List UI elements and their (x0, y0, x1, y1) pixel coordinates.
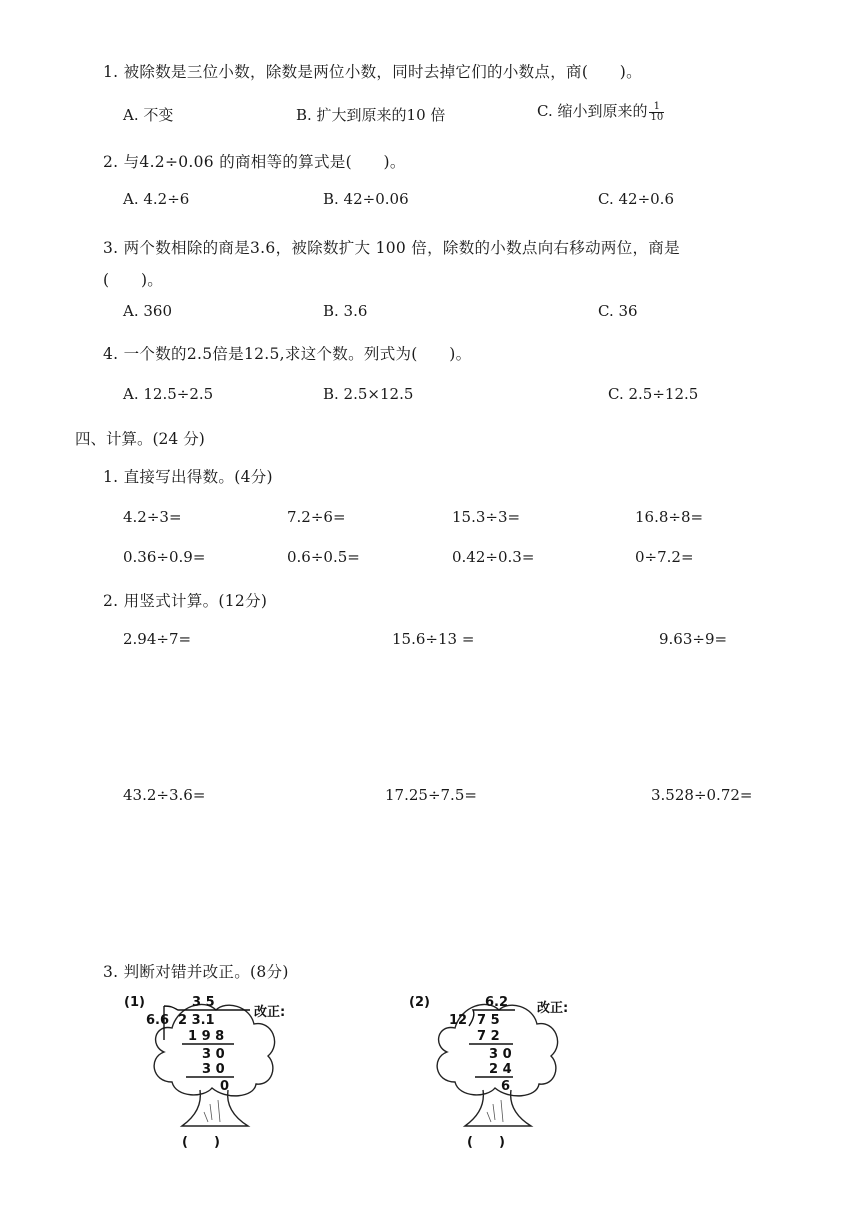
tree-2-step-4: 6 (501, 1079, 511, 1094)
vertical-calc-1: 2.94÷7= (123, 630, 192, 648)
question-1-text: 1. 被除数是三位小数，除数是两位小数，同时去掉它们的小数点，商( )。 (103, 63, 642, 81)
fraction-one-tenth (649, 102, 664, 123)
tree-1-label: (1) (124, 995, 145, 1010)
tree-2-answer-paren: ( ) (467, 1135, 505, 1150)
question-1-option-a: A. 不变 (123, 106, 174, 124)
tree-2-quotient: 6.2 (485, 995, 509, 1010)
question-1-option-c (537, 100, 664, 123)
question-2-text: 2. 与4.2÷0.06 的商相等的算式是( )。 (103, 153, 406, 171)
question-4-option-c: C. 2.5÷12.5 (608, 385, 699, 403)
tree-1-step-1: 1 9 8 (188, 1029, 225, 1044)
vertical-calc-2: 15.6÷13 = (392, 630, 475, 648)
question-3-option-b: B. 3.6 (323, 302, 368, 320)
oral-calc-1: 4.2÷3= (123, 508, 182, 526)
tree-1-step-2: 3 0 (202, 1047, 225, 1062)
tree-2-label: (2) (409, 995, 430, 1010)
oral-calc-4: 16.8÷8= (635, 508, 704, 526)
oral-calc-3: 15.3÷3= (452, 508, 521, 526)
fraction-numerator: 1 (649, 102, 664, 113)
vertical-calc-6: 3.528÷0.72= (651, 786, 753, 804)
question-3-text-line1: 3. 两个数相除的商是3.6，被除数扩大 100 倍，除数的小数点向右移动两位，商是 (103, 239, 680, 257)
tree-1-correct-label: 改正: (254, 1005, 286, 1020)
oral-calc-2: 7.2÷6= (287, 508, 346, 526)
tree-judgement-1 (120, 988, 320, 1153)
question-2-option-a: A. 4.2÷6 (123, 190, 190, 208)
oral-calc-8: 0÷7.2= (635, 548, 694, 566)
question-4-option-b: B. 2.5×12.5 (323, 385, 414, 403)
oral-calc-6: 0.6÷0.5= (287, 548, 360, 566)
oral-calc-5: 0.36÷0.9= (123, 548, 206, 566)
vertical-calc-5: 17.25÷7.5= (385, 786, 477, 804)
vertical-calc-4: 43.2÷3.6= (123, 786, 206, 804)
tree-1-step-3: 3 0 (202, 1062, 225, 1077)
tree-1-bark (204, 1100, 220, 1122)
section-4-title: 四、计算。(24 分) (75, 430, 205, 448)
tree-1-answer-paren: ( ) (182, 1135, 220, 1150)
question-2-option-b: B. 42÷0.06 (323, 190, 409, 208)
tree-2-step-1: 7 2 (477, 1029, 500, 1044)
question-4-text: 4. 一个数的2.5倍是12.5,求这个数。列式为( )。 (103, 345, 472, 363)
tree-2-divisor: 12 (449, 1013, 468, 1028)
tree-1-step-4: 0 (220, 1079, 230, 1094)
tree-judgement-2 (405, 988, 605, 1153)
question-4-option-a: A. 12.5÷2.5 (123, 385, 214, 403)
part-3-title: 3. 判断对错并改正。(8分) (103, 963, 289, 981)
part-1-title: 1. 直接写出得数。(4分) (103, 468, 273, 486)
question-3-text-line2: ( )。 (103, 271, 164, 289)
question-1-option-c-text: C. 缩小到原来的 (537, 102, 648, 120)
tree-2-step-2: 3 0 (489, 1047, 512, 1062)
tree-2-dividend: 7 5 (477, 1013, 500, 1028)
question-3-option-a: A. 360 (123, 302, 172, 320)
vertical-calc-3: 9.63÷9= (659, 630, 728, 648)
tree-1-dividend: 2 3.1 (178, 1013, 215, 1028)
oral-calc-7: 0.42÷0.3= (452, 548, 535, 566)
tree-1-divisor: 6.6 (146, 1013, 170, 1028)
question-3-option-c: C. 36 (598, 302, 638, 320)
tree-2-correct-label: 改正: (537, 1001, 569, 1016)
question-1-option-b: B. 扩大到原来的10 倍 (296, 106, 446, 124)
part-2-title: 2. 用竖式计算。(12分) (103, 592, 268, 610)
tree-2-bark (487, 1100, 503, 1122)
fraction-denominator: 10 (650, 111, 664, 123)
tree-1-quotient: 3 5 (192, 995, 215, 1010)
tree-2-step-3: 2 4 (489, 1062, 512, 1077)
question-2-option-c: C. 42÷0.6 (598, 190, 674, 208)
